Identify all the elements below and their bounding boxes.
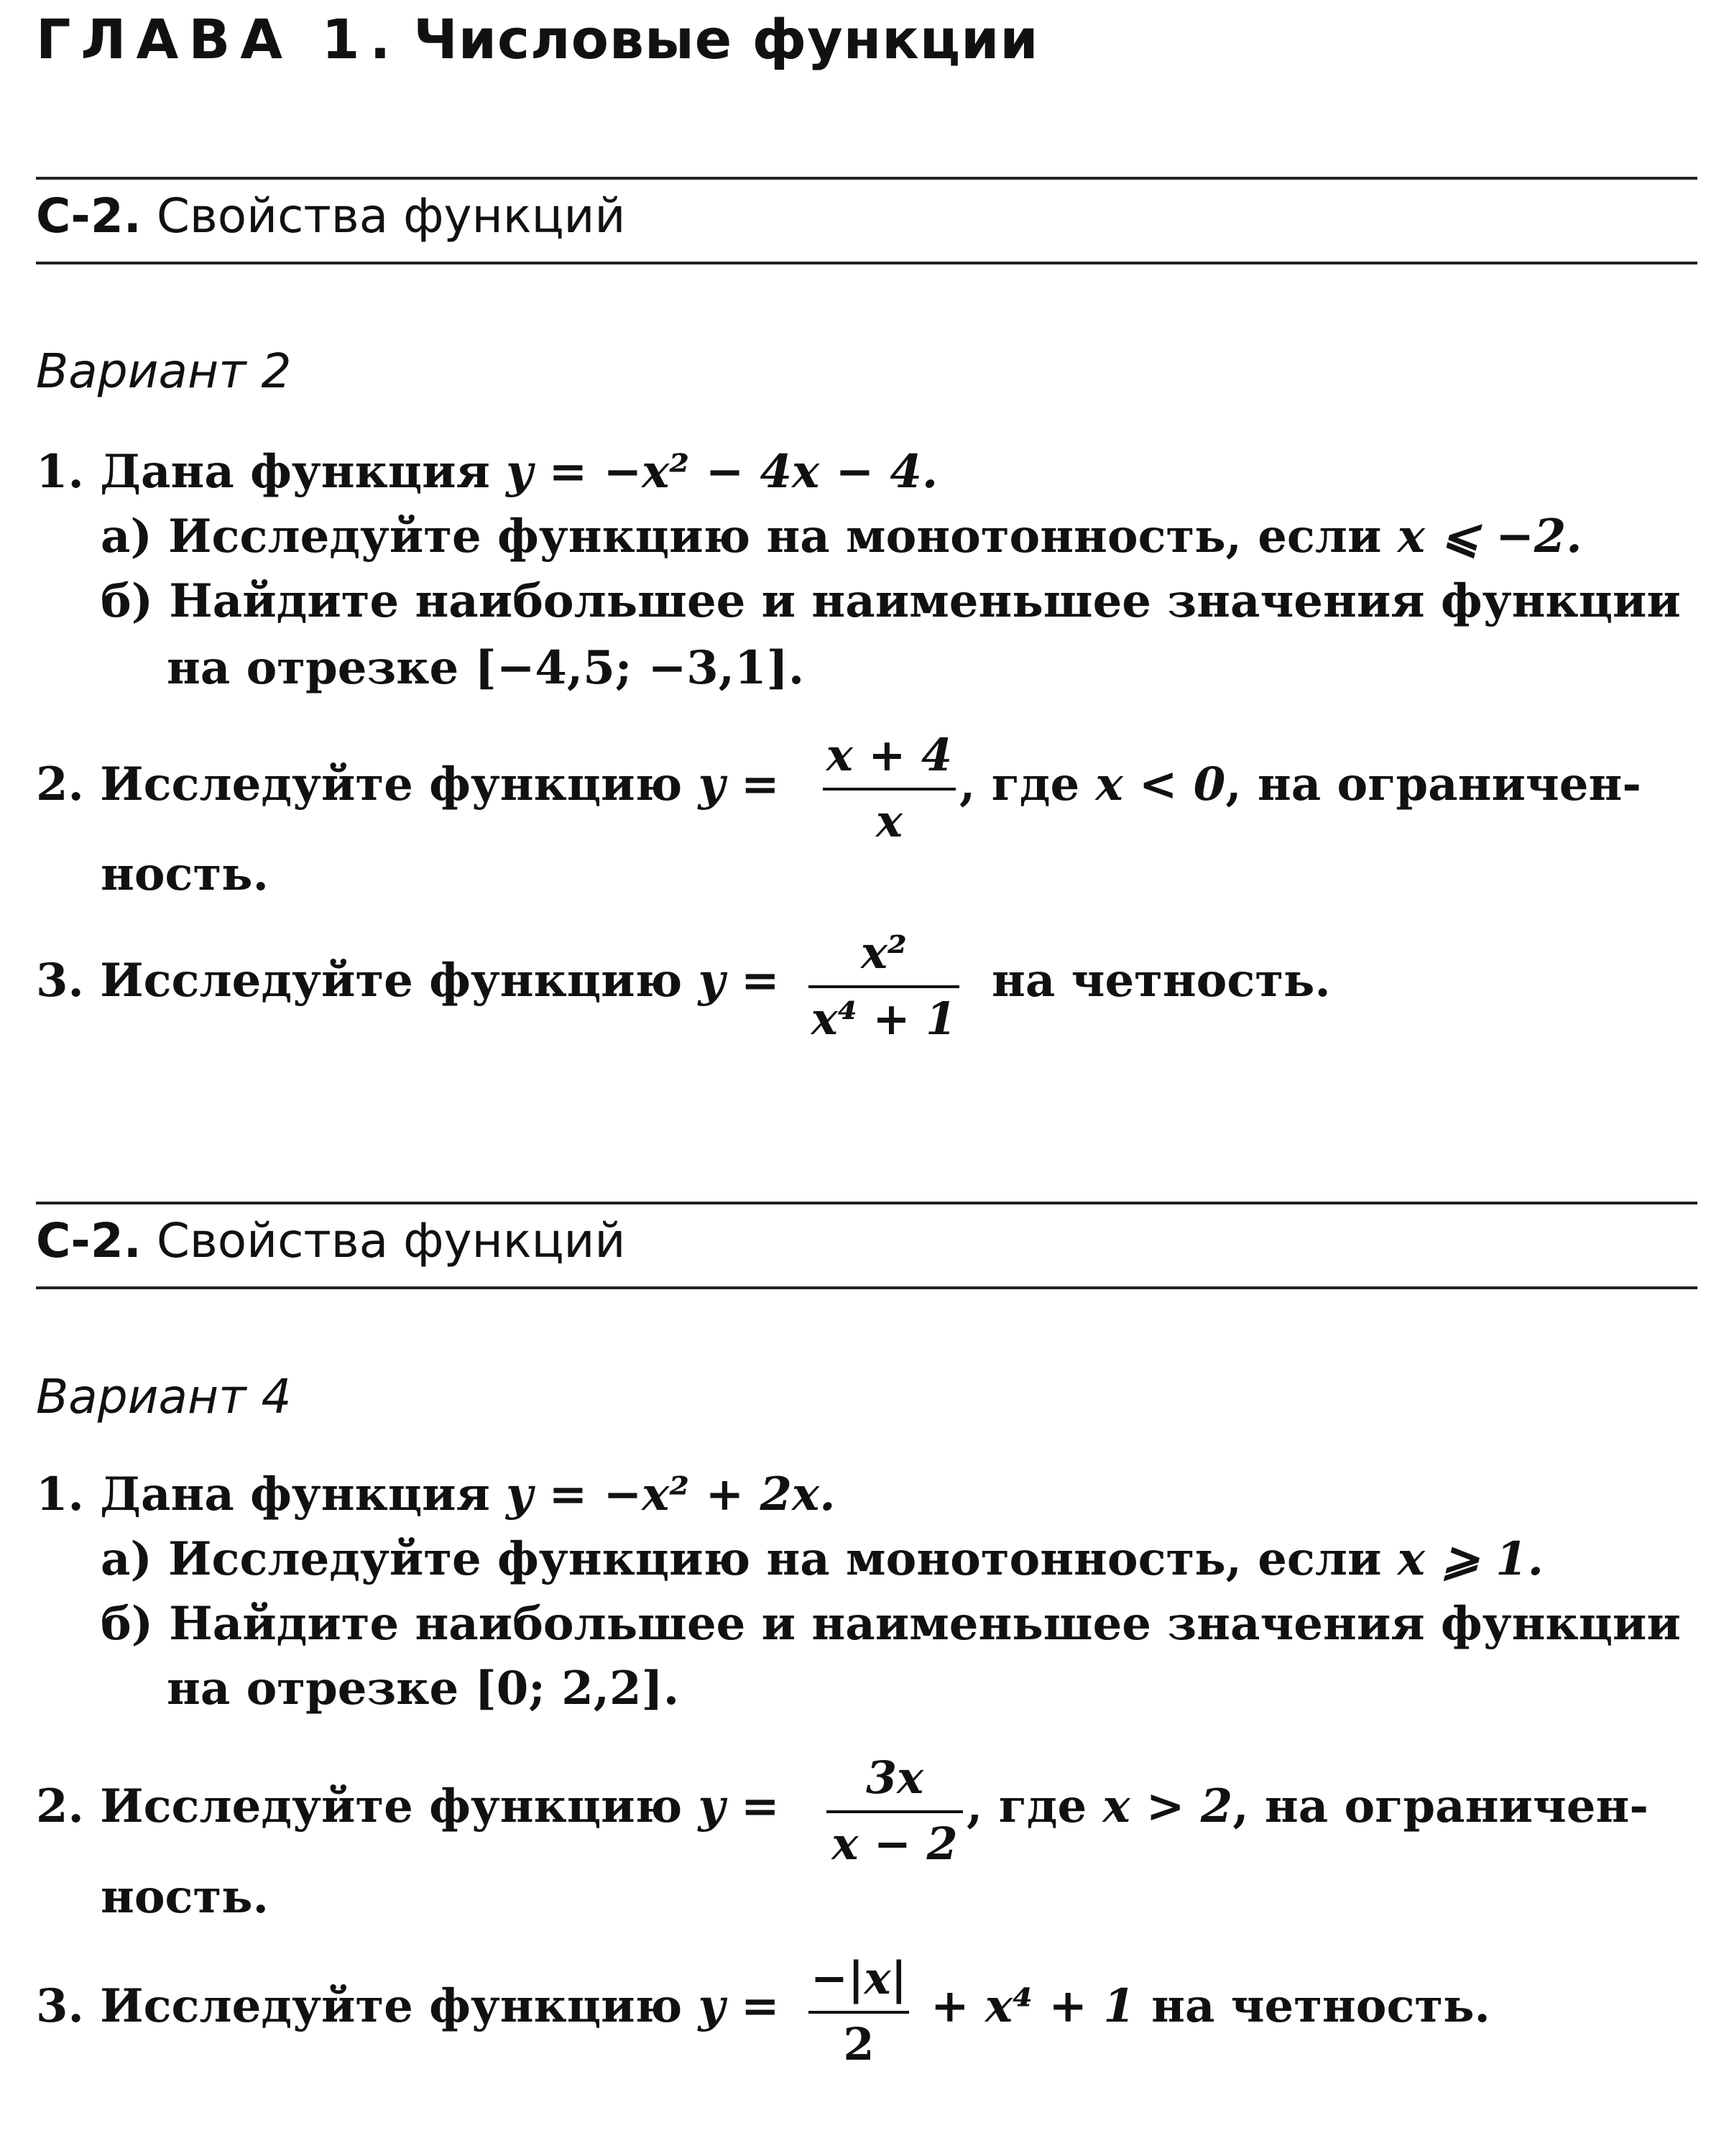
section-bottom-rule [36,262,1697,264]
problem-3: 3. Исследуйте функцию y = [36,1979,780,2033]
problem-1b-cont: на отрезке [0; 2,2]. [167,1662,680,1715]
formula: y = −x² + 2x. [506,1468,836,1521]
chapter-label: ГЛАВА 1. [36,7,401,71]
variant-heading: Вариант 2 [36,344,292,399]
fraction: 3x x − 2 [826,1756,963,1866]
problem-1b-cont: на отрезке [−4,5; −3,1]. [167,641,805,695]
problem-1a: а) Исследуйте функцию на монотонность, если x ⩾ 1. [101,1532,1544,1586]
problem-3: 3. Исследуйте функцию y = [36,954,780,1008]
chapter-heading [36,7,1039,71]
problem-2: 2. Исследуйте функцию y = [36,757,780,811]
section-top-rule [36,177,1697,180]
problem-1b: б) Найдите наибольшее и наименьшее значения функции [101,1597,1681,1651]
section-name: Свойства функций [156,188,626,244]
chapter-title: Числовые функции [413,7,1039,71]
section-code: С-2. [36,1213,142,1268]
section-title [36,188,625,244]
problem-1: 1. Дана функция y = −x² + 2x. [36,1468,836,1521]
problem-1a: а) Исследуйте функцию на монотонность, если x ⩽ −2. [101,510,1582,563]
problem-2: 2. Исследуйте функцию y = [36,1779,780,1833]
problem-3-tail: на четность. [992,954,1331,1008]
problem-2-tail: , где x > 2, на ограничен- [967,1779,1649,1833]
problem-3-tail: + x⁴ + 1 на четность. [931,1979,1490,2033]
problem-2-cont: ность. [101,1870,269,1924]
fraction: −|x| 2 [808,1956,909,2067]
section-title [36,1213,625,1268]
section-name: Свойства функций [156,1213,626,1268]
variant-heading: Вариант 4 [36,1369,292,1424]
section-bottom-rule [36,1286,1697,1289]
problem-1b: б) Найдите наибольшее и наименьшее значения функции [101,574,1681,628]
problem-2-tail: , где x < 0, на ограничен- [959,757,1641,811]
problem-1: 1. Дана функция y = −x² − 4x − 4. [36,445,939,499]
formula: y = −x² − 4x − 4. [506,445,939,499]
fraction: x + 4 x [823,733,956,844]
problem-2-cont: ность. [101,847,269,901]
fraction: x² x⁴ + 1 [808,931,959,1041]
section-code: С-2. [36,188,142,244]
section-top-rule [36,1202,1697,1204]
